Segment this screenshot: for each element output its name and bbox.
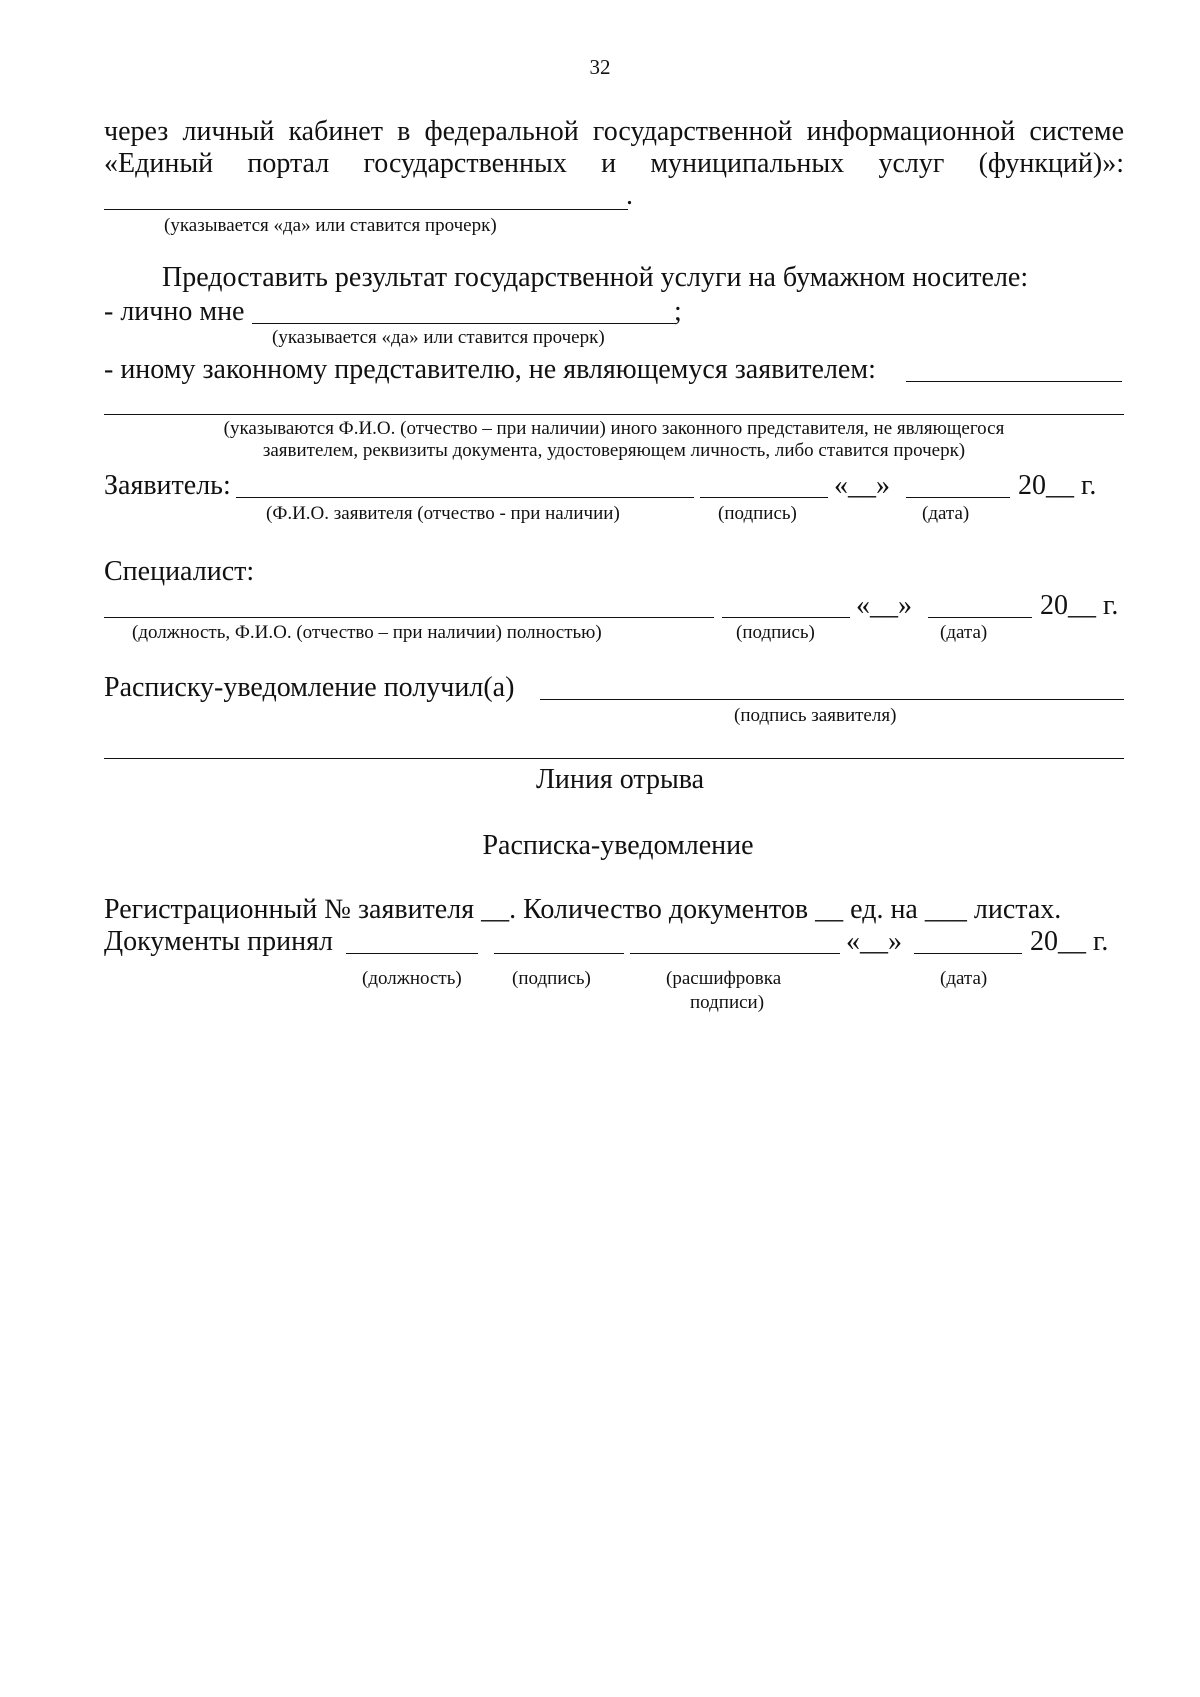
receipt-received-hint: (подпись заявителя) — [734, 705, 897, 726]
receipt-title: Расписка-уведомление — [482, 830, 754, 861]
tear-line-label: Линия отрыва — [535, 764, 705, 795]
receipt-year: 20__ г. — [1030, 926, 1109, 957]
applicant-day: «__» — [834, 470, 890, 501]
specialist-year: 20__ г. — [1040, 590, 1119, 621]
personally-hint: (указывается «да» или ставится прочерк) — [272, 327, 605, 348]
receipt-hint-decode-1: (расшифровка — [666, 968, 782, 989]
receipt-decode-line — [630, 953, 840, 954]
page-number: 32 — [589, 55, 611, 79]
intro-line-1: через личный кабинет в федеральной государственной информационной системе — [104, 116, 1124, 147]
specialist-hint-signature: (подпись) — [736, 622, 815, 643]
receipt-hint-position: (должность) — [362, 968, 462, 989]
receipt-hint-decode-2: подписи) — [690, 992, 765, 1013]
intro-field-line — [104, 209, 628, 210]
receipt-day: «__» — [846, 926, 902, 957]
specialist-signature-line — [722, 617, 850, 618]
receipt-signature-line — [494, 953, 624, 954]
representative-field-line-2 — [104, 414, 1124, 415]
specialist-day: «__» — [856, 590, 912, 621]
specialist-date-line — [928, 617, 1032, 618]
specialist-hint-date: (дата) — [940, 622, 988, 643]
personally-label: - лично мне — [104, 296, 245, 327]
representative-hint-2: заявителем, реквизиты документа, удостоверяющем личность, либо ставится прочерк) — [262, 440, 966, 461]
specialist-hint-name: (должность, Ф.И.О. (отчество – при наличии) полностью) — [132, 622, 602, 643]
applicant-hint-date: (дата) — [922, 503, 970, 524]
applicant-hint-signature: (подпись) — [718, 503, 797, 524]
tear-line-rule — [104, 758, 1124, 759]
intro-hint: (указывается «да» или ставится прочерк) — [164, 215, 497, 236]
receipt-accepted-label: Документы принял — [104, 926, 333, 957]
personally-semicolon: ; — [674, 296, 682, 327]
applicant-date-line — [906, 497, 1010, 498]
applicant-hint-name: (Ф.И.О. заявителя (отчество - при наличии) — [266, 503, 620, 524]
applicant-label: Заявитель: — [104, 470, 231, 501]
applicant-name-line — [236, 497, 694, 498]
receipt-hint-signature: (подпись) — [512, 968, 591, 989]
receipt-date-line — [914, 953, 1022, 954]
representative-hint-1: (указываются Ф.И.О. (отчество – при наличии) иного законного представителя, не являющегося — [223, 418, 1005, 439]
receipt-received-label: Расписку-уведомление получил(а) — [104, 672, 515, 703]
representative-field-line-1 — [906, 381, 1122, 382]
specialist-name-line — [104, 617, 714, 618]
receipt-hint-date: (дата) — [940, 968, 988, 989]
specialist-label: Специалист: — [104, 556, 255, 587]
receipt-registration-line: Регистрационный № заявителя __. Количество документов __ ед. на ___ листах. — [104, 894, 1062, 925]
intro-line-2: «Единый портал государственных и муниципальных услуг (функций)»: — [104, 148, 1124, 179]
receipt-received-line — [540, 699, 1124, 700]
paper-heading: Предоставить результат государственной услуги на бумажном носителе: — [162, 262, 1029, 293]
applicant-year: 20__ г. — [1018, 470, 1097, 501]
receipt-position-line — [346, 953, 478, 954]
personally-field-line — [252, 323, 676, 324]
representative-label: - иному законному представителю, не являющемуся заявителем: — [104, 354, 876, 385]
intro-dot: . — [626, 180, 633, 211]
applicant-signature-line — [700, 497, 828, 498]
